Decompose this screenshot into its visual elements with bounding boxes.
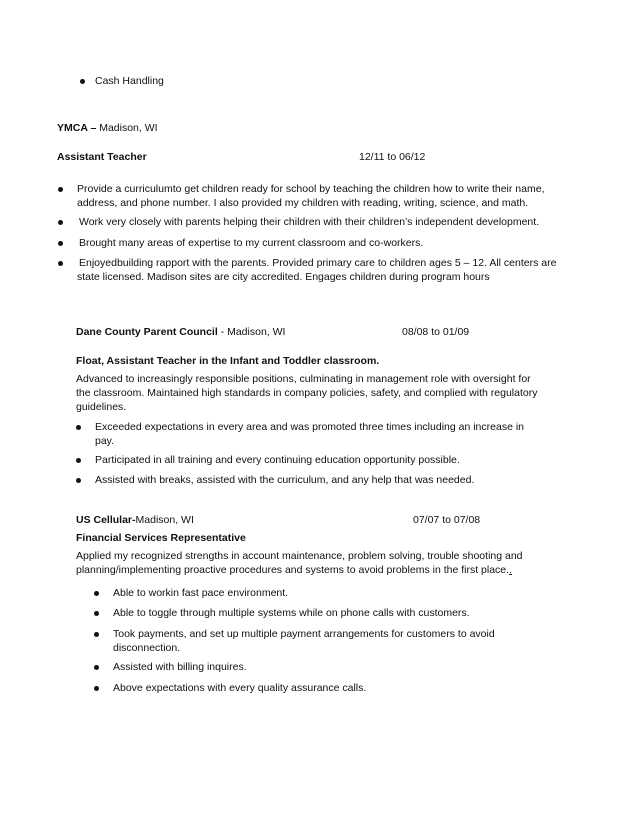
uscellular-location: Madison, WI: [135, 514, 194, 526]
uscellular-bullet-2: Able to toggle through multiple systems while on phone calls with customers.: [113, 607, 470, 619]
bullet-dot: [76, 458, 81, 463]
bullet-dot: [58, 187, 63, 192]
ymca-org-line: [57, 122, 158, 135]
uscellular-bullet-4: Assisted with billing inquires.: [113, 661, 247, 673]
uscellular-summary-end: .: [509, 564, 512, 576]
ymca-org: YMCA –: [57, 122, 97, 134]
dane-bullet-2: Participated in all training and every continuing education opportunity possible.: [95, 454, 460, 466]
dane-bullet-1-line-1: Exceeded expectations in every area and was promoted three times including an increase in: [95, 421, 524, 433]
bullet-dot: [58, 261, 63, 266]
dane-bullet-3: Assisted with breaks, assisted with the curriculum, and any help that was needed.: [95, 474, 475, 486]
ymca-bullet-1-line-2: address, and phone number. I also provided my children with reading, writing, science, and math.: [77, 197, 529, 209]
dane-org: Dane County Parent Council: [76, 326, 218, 338]
uscellular-summary-line-2: [76, 564, 512, 577]
bullet-dot: [94, 665, 99, 670]
dane-summary-line-3: guidelines.: [76, 401, 127, 413]
ymca-location: Madison, WI: [96, 122, 158, 134]
bullet-dot: [58, 220, 63, 225]
bullet-dot: [94, 611, 99, 616]
bullet-dot: [94, 686, 99, 691]
ymca-bullet-4-line-1: Enjoyedbuilding rapport with the parents. Provided primary care to children ages 5 – 12. All centers are: [79, 257, 557, 269]
bullet-dot: [94, 591, 99, 596]
ymca-dates: 12/11 to 06/12: [359, 151, 426, 163]
bullet-dot: [80, 79, 85, 84]
uscellular-bullet-5: Above expectations with every quality assurance calls.: [113, 682, 367, 694]
ymca-bullet-1-line-1: Provide a curriculumto get children ready for school by teaching the children how to write their name,: [77, 183, 545, 195]
dane-org-line: [76, 326, 285, 339]
uscellular-summary-line-1: Applied my recognized strengths in account maintenance, problem solving, trouble shooting and: [76, 550, 523, 562]
dane-bullet-1-line-2: pay.: [95, 435, 115, 447]
ymca-bullet-4-line-2: state licensed. Madison sites are city accredited. Engages children during program hours: [77, 271, 490, 283]
dane-location: - Madison, WI: [217, 326, 286, 338]
uscellular-title: Financial Services Representative: [76, 532, 246, 544]
ymca-bullet-2: Work very closely with parents helping their children with their children’s independent development.: [79, 216, 540, 228]
bullet-dot: [76, 478, 81, 483]
uscellular-bullet-1: Able to workin fast pace environment.: [113, 587, 289, 599]
ymca-title: Assistant Teacher: [57, 151, 147, 163]
uscellular-org: US Cellular-: [76, 514, 136, 526]
bullet-dot: [76, 425, 81, 430]
dane-summary-line-2: the classroom. Maintained high standards in company policies, safety, and complied with regulatory: [76, 387, 538, 399]
uscellular-bullet-3-line-2: disconnection.: [113, 642, 181, 654]
bullet-dot: [94, 632, 99, 637]
uscellular-dates: 07/07 to 07/08: [413, 514, 481, 526]
ymca-bullet-3: Brought many areas of expertise to my current classroom and co-workers.: [79, 237, 424, 249]
uscellular-summary-text: planning/implementing proactive procedures and systems to avoid problems in the first place.: [76, 564, 510, 576]
uscellular-bullet-3-line-1: Took payments, and set up multiple payment arrangements for customers to avoid: [113, 628, 495, 640]
dane-summary-line-1: Advanced to increasingly responsible positions, culminating in management role with oversight for: [76, 373, 531, 385]
dane-dates: 08/08 to 01/09: [402, 326, 470, 338]
bullet-dot: [58, 241, 63, 246]
uscellular-org-line: [76, 514, 194, 527]
dane-title: Float, Assistant Teacher in the Infant and Toddler classroom.: [76, 355, 380, 367]
skill-item: Cash Handling: [95, 75, 164, 87]
